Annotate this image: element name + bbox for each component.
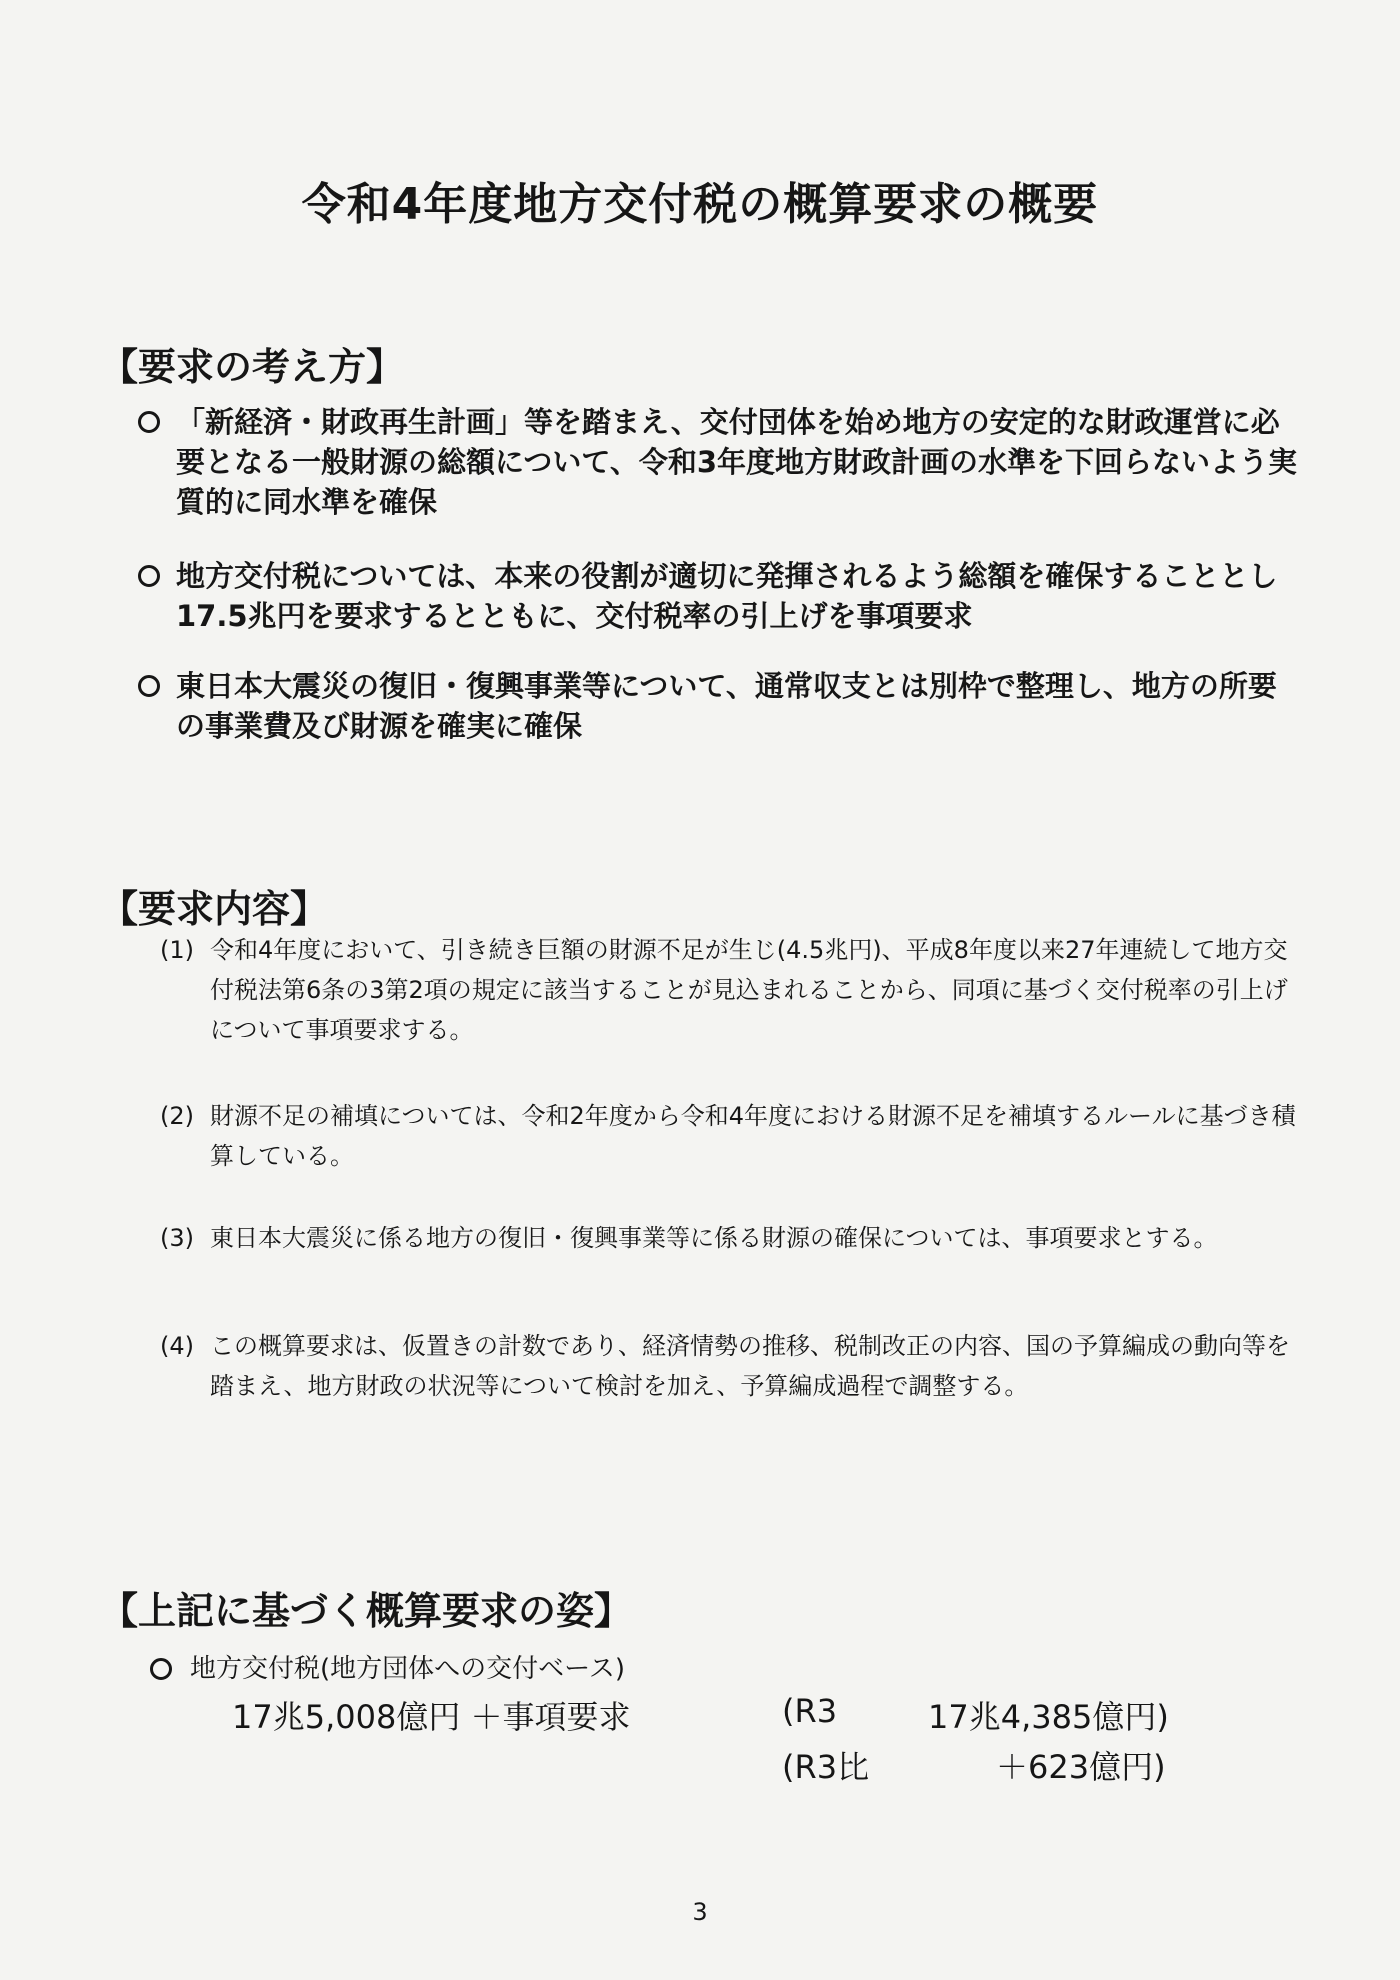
item-text: 財源不足の補填については、令和2年度から令和4年度における財源不足を補填するルールに基づき積算している。 [210,1102,1296,1170]
item-number: (1) [160,936,194,964]
bullet-text: 「新経済・財政再生計画」等を踏まえ、交付団体を始め地方の安定的な財政運営に必要となる一般財源の総額について、令和3年度地方財政計画の水準を下回らないよう実質的に同水準を確保 [176,405,1298,519]
document-title: 令和4年度地方交付税の概算要求の概要 [301,179,1099,230]
bullet-text: 東日本大震災の復旧・復興事業等について、通常収支とは別枠で整理し、地方の所要の事業費及び財源を確実に確保 [176,669,1277,743]
r3-label: (R3 [782,1692,838,1730]
circle-bullet-icon [138,675,160,697]
circle-bullet-icon [150,1658,172,1680]
item-number: (4) [160,1332,194,1360]
item-number: (3) [160,1224,194,1252]
section-heading-request-figure: 【上記に基づく概算要求の姿】 [100,1589,633,1633]
item-text: 東日本大震災に係る地方の復旧・復興事業等に係る財源の確保については、事項要求とする。 [210,1224,1218,1252]
r3-diff-value: ＋623億円) [996,1748,1166,1786]
r3-diff-label: (R3比 [782,1748,870,1786]
section-heading-approach: 【要求の考え方】 [100,345,405,389]
page-number: 3 [692,1898,708,1926]
circle-bullet-icon [138,565,160,587]
bullet-text: 地方交付税については、本来の役割が適切に発揮されるよう総額を確保することとし17.5兆円を要求するとともに、交付税率の引上げを事項要求 [176,559,1278,633]
allocation-tax-bullet [150,1648,625,1685]
r3-value: 17兆4,385億円) [928,1698,1169,1736]
item-text: 令和4年度において、引き続き巨額の財源不足が生じ(4.5兆円)、平成8年度以来27年連続して地方交付税法第6条の3第2項の規定に該当することが見込まれることから、同項に基づく交付税率の引上げについて事項要求する。 [210,936,1288,1044]
item-text: この概算要求は、仮置きの計数であり、経済情勢の推移、税制改正の内容、国の予算編成の動向等を踏まえ、地方財政の状況等について検討を加え、予算編成過程で調整する。 [210,1332,1290,1400]
request-amount: 17兆5,008億円 ＋事項要求 [232,1698,631,1736]
item-number: (2) [160,1102,194,1130]
allocation-tax-label: 地方交付税(地方団体への交付ベース) [190,1654,625,1684]
circle-bullet-icon [138,411,160,433]
section-heading-contents: 【要求内容】 [100,887,329,931]
